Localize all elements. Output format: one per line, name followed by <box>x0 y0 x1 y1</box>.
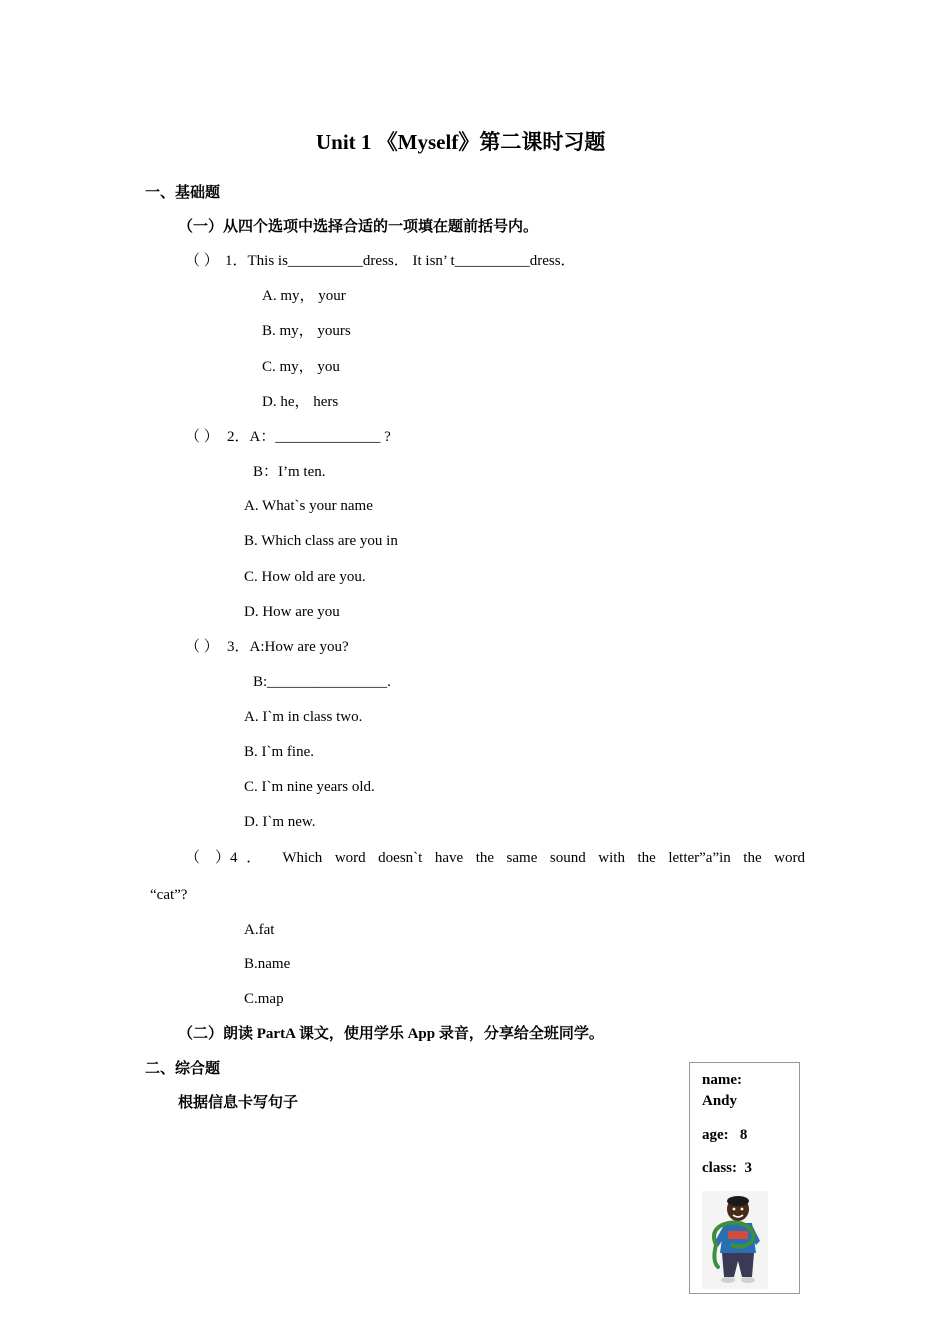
class-row <box>702 1158 752 1178</box>
option-c: C. my， you <box>262 359 340 375</box>
class-value: 3 <box>744 1160 752 1176</box>
question-stem: 4． Which word doesn`t have the same sound with the letter”a”in the word <box>230 850 805 866</box>
option-a: A. my， your <box>262 288 346 304</box>
question-stem: 3．A:How are you? <box>227 639 349 655</box>
option-d: D. he， hers <box>262 394 339 410</box>
part1-instruction: （一）从四个选项中选择合适的一项填在题前括号内。 <box>178 219 539 235</box>
age-label: age: <box>702 1127 729 1143</box>
question-4 <box>185 849 805 867</box>
section1-heading: 一、基础题 <box>145 185 221 201</box>
option-a: A.fat <box>244 922 275 938</box>
question-stem: 1．This is__________dress． It isn’ t__________dress． <box>225 253 576 269</box>
option-d: D. I`m new. <box>244 814 316 830</box>
question-3-response: B:________________. <box>253 674 391 690</box>
option-c: C. How old are you. <box>244 569 366 585</box>
answer-bracket: （ ） <box>185 429 219 445</box>
age-value: 8 <box>739 1127 748 1143</box>
answer-bracket: （ ） <box>185 253 219 269</box>
question-1 <box>185 252 576 270</box>
question-2-response: B：I’m ten. <box>253 464 326 480</box>
option-a: A. I`m in class two. <box>244 709 363 725</box>
age-row <box>702 1125 747 1145</box>
class-label: class: <box>702 1160 737 1176</box>
section2-heading: 二、综合题 <box>145 1061 221 1077</box>
question-2 <box>185 428 391 446</box>
question-stem: 2．A：______________ ? <box>227 429 391 445</box>
page-title: Unit 1 《Myself》第二课时习题 <box>316 130 606 154</box>
option-b: B. I`m fine. <box>244 744 314 760</box>
option-b: B.name <box>244 956 291 972</box>
option-d: D. How are you <box>244 604 340 620</box>
info-card <box>689 1062 800 1294</box>
part2-instruction: （二）朗读 PartA 课文，使用学乐 App 录音，分享给全班同学。 <box>178 1026 604 1042</box>
question-3 <box>185 638 349 656</box>
option-b: B. my， yours <box>262 323 351 339</box>
answer-bracket: （ ） <box>185 850 230 866</box>
option-a: A. What`s your name <box>244 498 373 514</box>
boy-with-snake-illustration <box>702 1191 768 1289</box>
option-b: B. Which class are you in <box>244 533 398 549</box>
question-4-continuation: “cat”? <box>150 887 188 903</box>
section2-instruction: 根据信息卡写句子 <box>178 1095 299 1111</box>
option-c: C.map <box>244 991 284 1007</box>
name-value: Andy <box>702 1093 738 1109</box>
name-label: name: <box>702 1072 742 1088</box>
option-c: C. I`m nine years old. <box>244 779 375 795</box>
answer-bracket: （ ） <box>185 639 219 655</box>
